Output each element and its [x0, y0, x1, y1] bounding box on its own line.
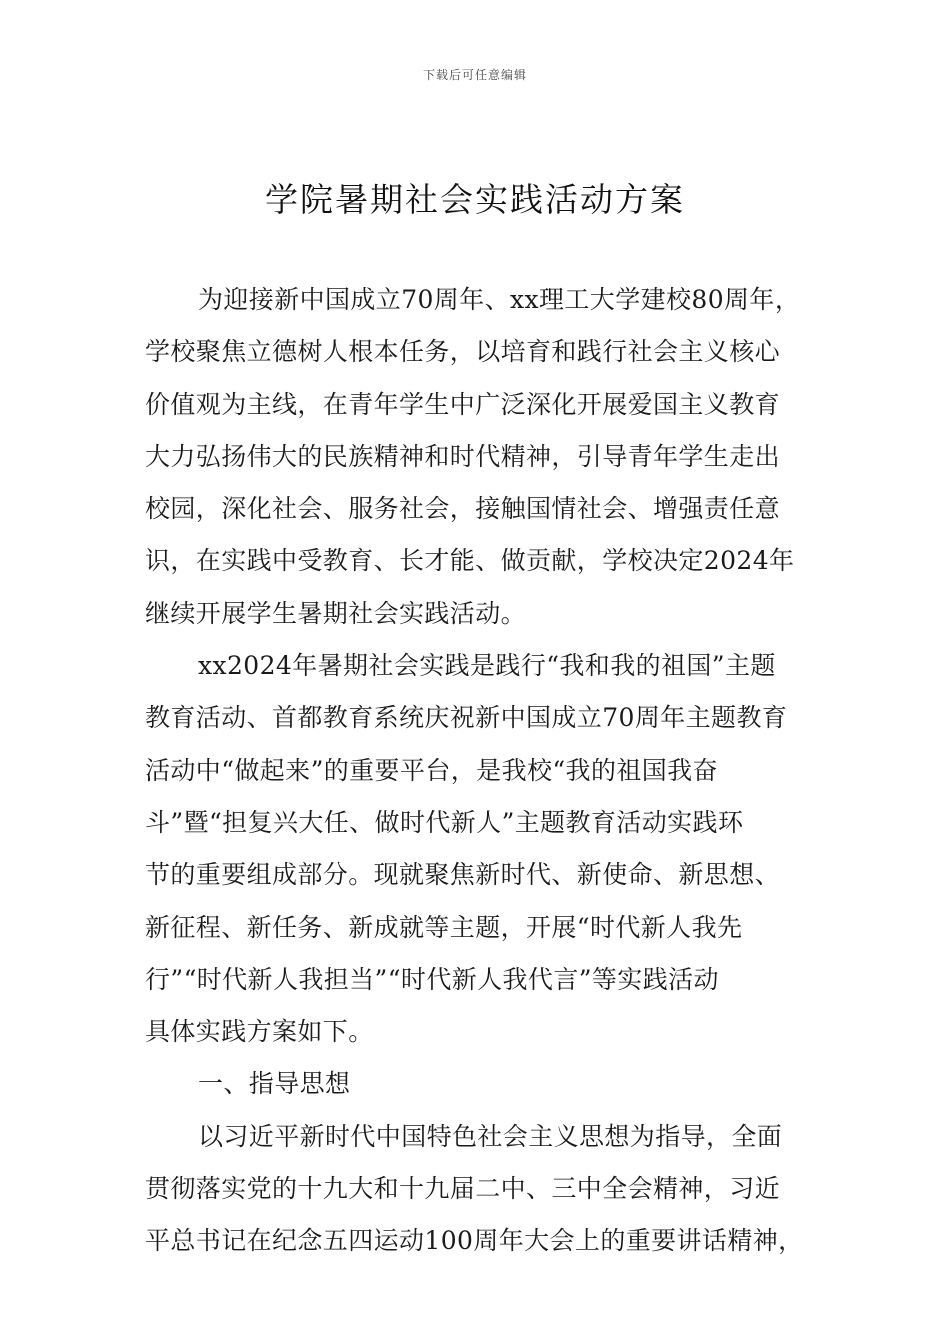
text-line: 具体实践方案如下。 — [145, 1017, 374, 1047]
text-line: 一、指导思想 — [198, 1069, 351, 1099]
text-line: 节的重要组成部分。现就聚焦新时代、新使命、新思想、 — [145, 860, 781, 890]
text-line: 继续开展学生暑期社会实践活动。 — [145, 598, 527, 628]
text-line: 贯彻落实党的十九大和十九届二中、三中全会精神，习近 — [145, 1174, 781, 1204]
text-line: 为迎接新中国成立70周年、xx理工大学建校80周年， — [198, 285, 801, 314]
text-line: 斗”暨“担复兴大任、做时代新人”主题教育活动实践环 — [145, 807, 744, 837]
text-line: 以习近平新时代中国特色社会主义思想为指导，全面 — [198, 1121, 783, 1151]
text-line: 平总书记在纪念五四运动100周年大会上的重要讲话精神， — [145, 1226, 804, 1256]
text-line: 教育活动、首都教育系统庆祝新中国成立70周年主题教育 — [145, 703, 788, 733]
header-note: 下载后可任意编辑 — [422, 68, 527, 82]
document-body — [145, 274, 815, 1268]
text-line: 大力弘扬伟大的民族精神和时代精神，引导青年学生走出 — [145, 441, 781, 471]
text-line: 校园，深化社会、服务社会，接触国情社会、增强责任意 — [145, 494, 781, 524]
text-line: 活动中“做起来”的重要平台，是我校“我的祖国我奋 — [145, 755, 718, 785]
text-line: 行”“时代新人我担当”“时代新人我代言”等实践活动 — [145, 964, 719, 994]
document-title: 学院暑期社会实践活动方案 — [265, 180, 685, 219]
text-line: 学校聚焦立德树人根本任务，以培育和践行社会主义核心 — [145, 337, 781, 367]
text-line: xx2024年暑期社会实践是践行“我和我的祖国”主题 — [198, 651, 776, 681]
text-line: 识，在实践中受教育、长才能、做贡献，学校决定2024年 — [145, 546, 795, 576]
text-line: 价值观为主线，在青年学生中广泛深化开展爱国主义教育 — [145, 389, 781, 419]
text-line: 新征程、新任务、新成就等主题，开展“时代新人我先 — [145, 912, 743, 942]
